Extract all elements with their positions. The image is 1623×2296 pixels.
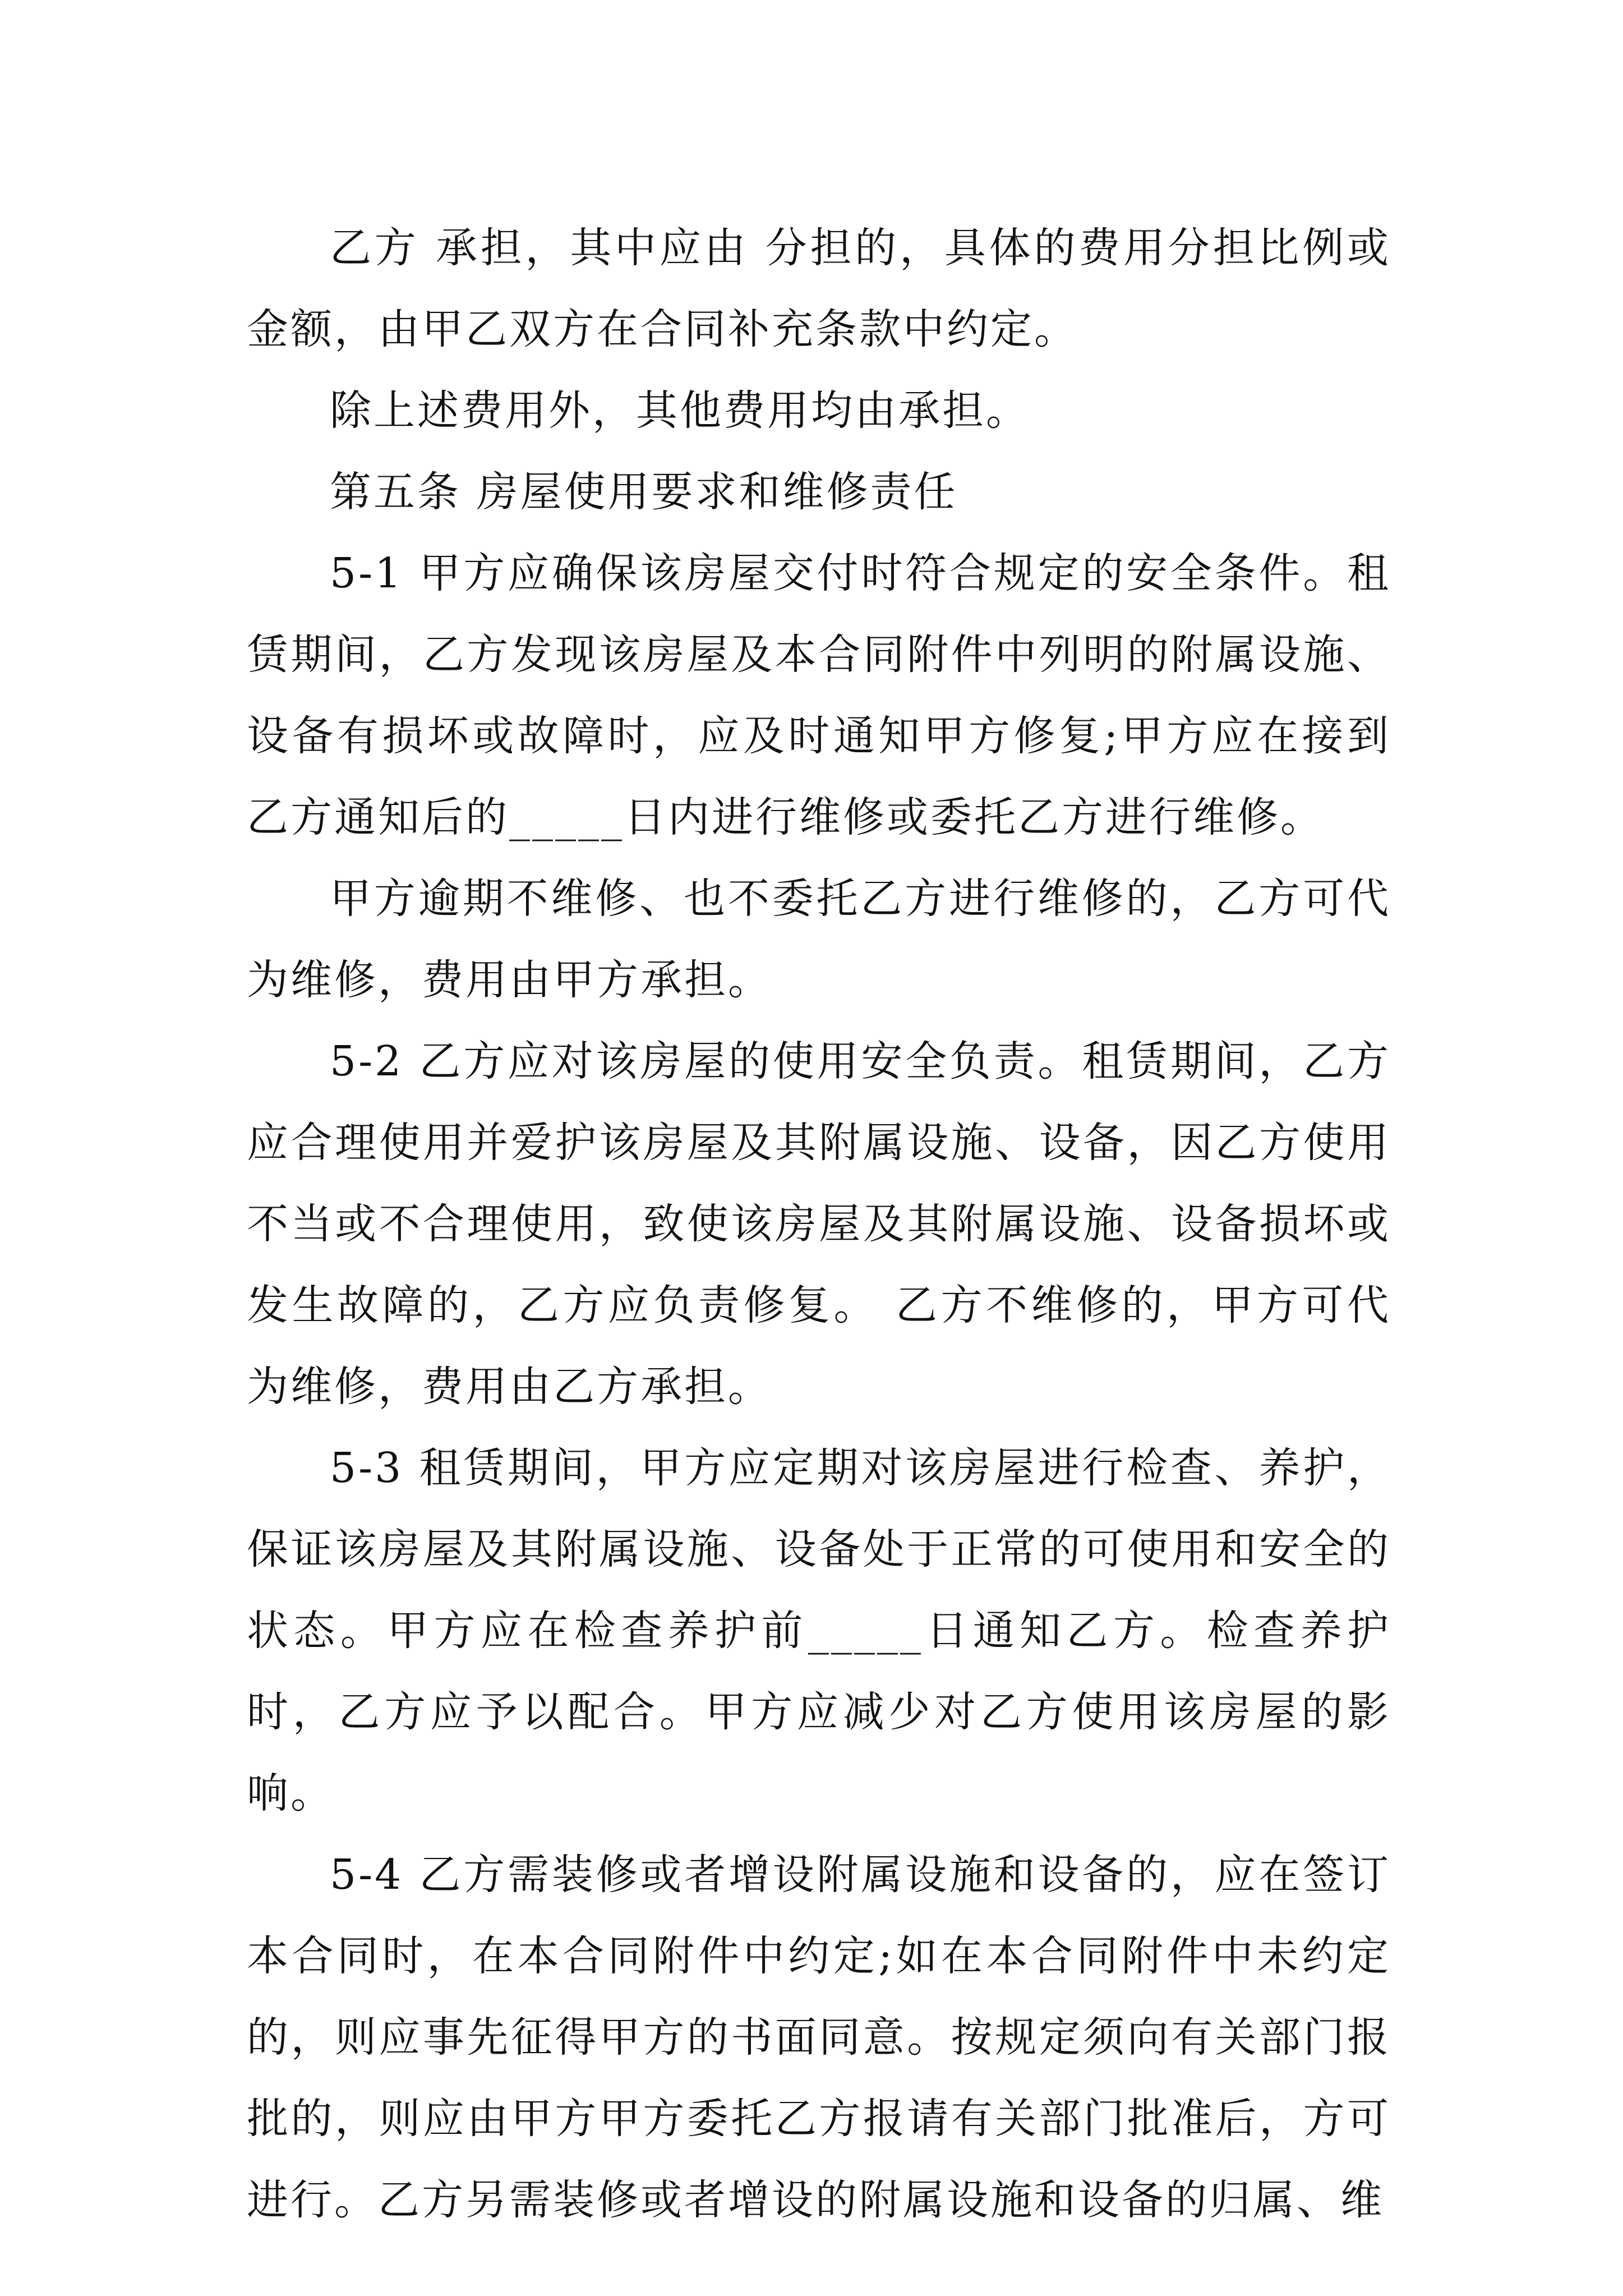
paragraph-clause-5-1-overdue: 甲方逾期不维修、也不委托乙方进行维修的，乙方可代为维修，费用由甲方承担。	[247, 875, 1391, 1004]
paragraph-cost-sharing: 乙方 承担，其中应由 分担的，具体的费用分担比例或金额，由甲乙双方在合同补充条款中约定。	[247, 224, 1391, 353]
paragraph-other-costs: 除上述费用外，其他费用均由承担。	[330, 386, 1030, 435]
section-heading-article-5: 第五条 房屋使用要求和维修责任	[330, 468, 958, 516]
paragraph-clause-5-2: 5-2 乙方应对该房屋的使用安全负责。租赁期间，乙方应合理使用并爱护该房屋及其附属设施、设备，因乙方使用不当或不合理使用，致使该房屋及其附属设施、设备损坏或发生故障的，乙方应负责修复。 乙方不维修的，甲方可代为维修，费用由乙方承担。	[247, 1037, 1391, 1411]
paragraph-clause-5-1: 5-1 甲方应确保该房屋交付时符合规定的安全条件。租赁期间，乙方发现该房屋及本合同附件中列明的附属设施、设备有损坏或故障时，应及时通知甲方修复;甲方应在接到乙方通知后的_____日内进行维修或委托乙方进行维修。	[247, 549, 1391, 841]
paragraph-clause-5-3: 5-3 租赁期间，甲方应定期对该房屋进行检查、养护，保证该房屋及其附属设施、设备处于正常的可使用和安全的状态。甲方应在检查养护前_____日通知乙方。检查养护时，乙方应予以配合。甲方应减少对乙方使用该房屋的影响。	[247, 1444, 1391, 1818]
document-body	[247, 208, 1391, 2241]
paragraph-clause-5-4: 5-4 乙方需装修或者增设附属设施和设备的，应在签订本合同时，在本合同附件中约定;如在本合同附件中未约定的，则应事先征得甲方的书面同意。按规定须向有关部门报批的，则应由甲方甲方委托乙方报请有关部门批准后，方可进行。乙方另需装修或者增设的附属设施和设备的归属、维	[247, 1851, 1391, 2224]
